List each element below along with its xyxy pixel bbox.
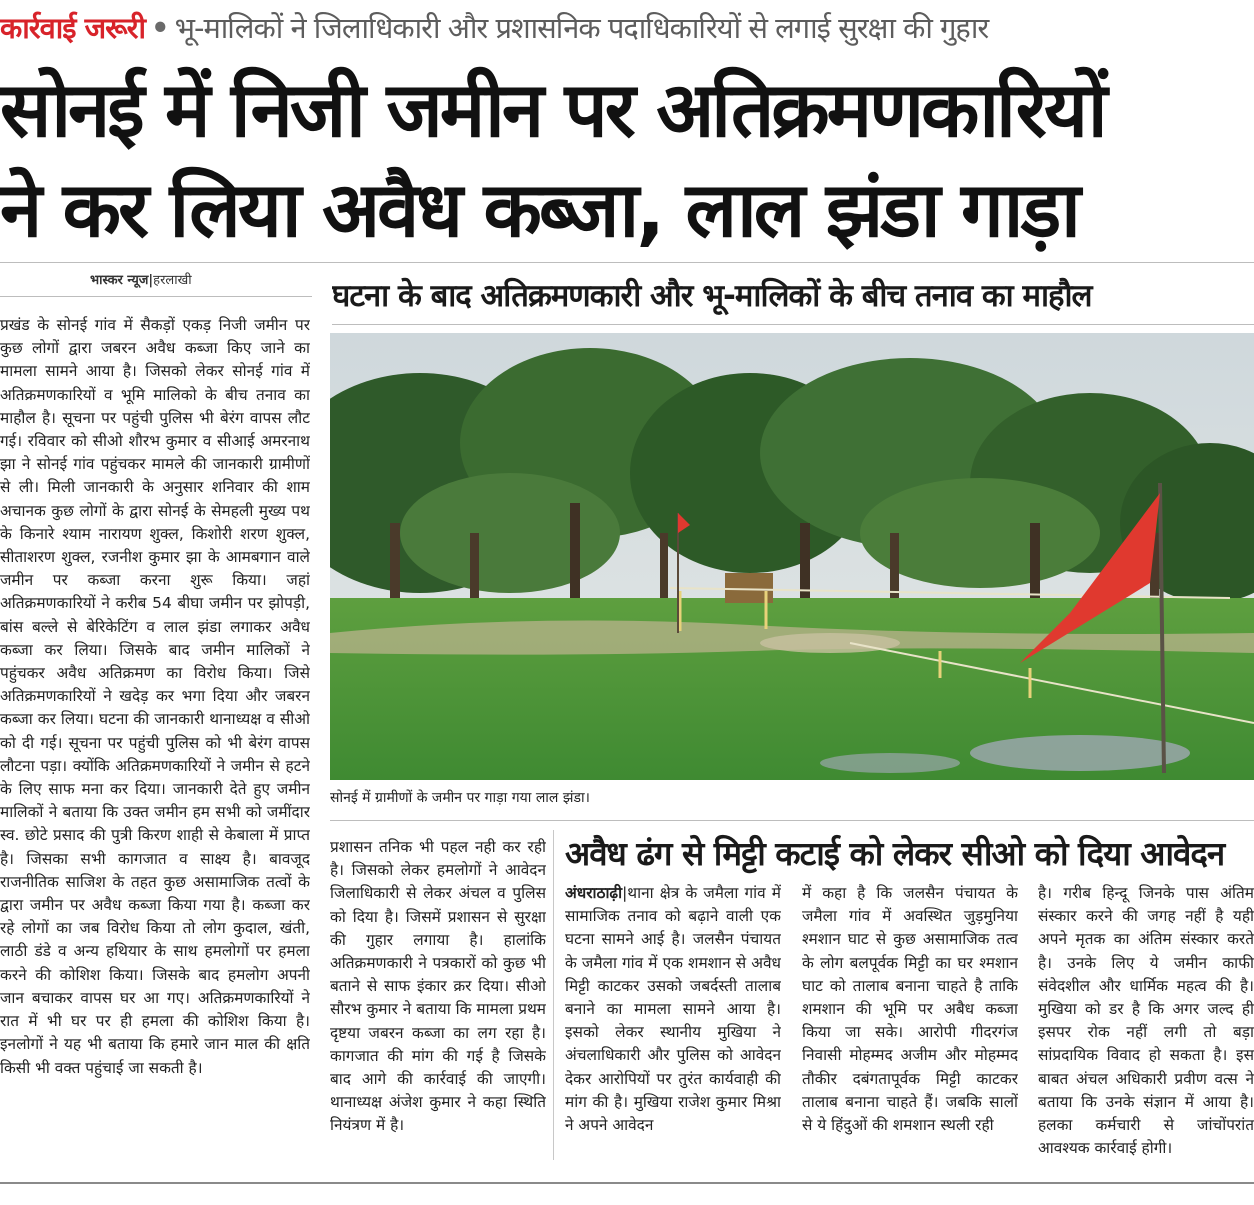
caption-rule xyxy=(330,820,1254,821)
story2-column-1 xyxy=(565,882,781,1162)
story2-dateline: अंधराठाढ़ी xyxy=(565,884,623,902)
story1-column-2: प्रशासन तनिक भी पहल नही कर रही है। जिसको लेकर हमलोगों ने आवेदन जिलाधिकारी से लेकर अंचल व पुलिस को दिया है। जिसमें प्रशासन से सुरक्षा की गुहार लगाया है। हालांकि अतिक्रमणकारी ने पत्रकारों को कुछ भी बताने से साफ इंकार क्रर दिया। सीओ सौरभ कुमार ने बताया कि मामला प्रथम दृष्टया जबरन कब्जा का लग रहा है। कागजात की मांग की गई है जिसके बाद आगे की कार्रवाई की जाएगी। थानाध्यक्ष अंजेश कुमार ने कहा स्थिति नियंत्रण में है। xyxy=(330,838,546,1135)
kicker-text: भू-मालिकों ने जिलाधिकारी और प्रशासनिक पदाधिकारियों से लगाई सुरक्षा की गुहार xyxy=(174,11,989,45)
byline xyxy=(90,270,192,288)
story2-column-1-text: थाना क्षेत्र के जमैला गांव में सामाजिक तनाव को बढ़ाने वाली एक घटना सामने आई है। जलसैन पंचायत के जमैला गांव में एक शमशान से अवैध मिट्टी काटकर उसको जबर्दस्ती तालाब बनाने का मामला सामने आया है। इसको लेकर स्थानीय मुखिया ने अंचलाधिकारी और पुलिस को आवेदन देकर आरोपियों पर तुरंत कार्यवाही की मांग की है। मुखिया राजेश कुमार मिश्रा ने अपने आवेदन xyxy=(565,884,781,1135)
kicker-line xyxy=(0,6,1254,50)
story1-column-1: प्रखंड के सोनई गांव में सैकड़ों एकड़ निजी जमीन पर कुछ लोगों द्वारा जबरन अवैध कब्जा किए जाने का मामला सामने आया है। जिसको लेकर सोनई गांव में अतिक्रमणकारियों व भूमि मालिको के बीच तनाव का माहौल है। सूचना पर पहुंची पुलिस भी बेरंग वापस लौट गई। रविवार को सीओ शौरभ कुमार व सीआई अमरनाथ झा ने सोनई गांव पहुंचकर मामले की जानकारी ग्रामीणों से ली। मिली जानकारी के अनुसार शनिवार की शाम अचानक कुछ लोगों के द्वारा सोनई के सेमहली मुख्य पथ के किनारे श्याम नारायण शुक्ल, किशोरी शरण शुक्ल, सीताशरण शुक्ल, रजनीश कुमार झा के आमबगान वाले जमीन पर कब्जा करना शुरू किया। जहां अतिक्रमणकारियों ने करीब 54 बीघा जमीन पर झोपड़ी, बांस बल्ले से बेरिकेटिंग व लाल झंडा लगाकर अवैध कब्जा कर लिया। जिसके बाद जमीन मालिकों ने पहुंचकर अवैध अतिक्रमण का विरोध किया। जिसे अतिक्रमणकारियों ने खदेड़ कर भगा दिया और जबरन कब्जा कर लिया। घटना की जानकारी थानाध्यक्ष व सीओ को दी गई। सूचना पर पहुंची पुलिस को भी बेरंग वापस लौटना पड़ा। क्योंकि अतिक्रमणकारियों ने जमीन से हटने के लिए साफ मना कर दिया। जानकारी देते हुए जमीन मालिकों ने बताया कि उक्त जमीन हम सभी को जमींदार स्व. छोटे प्रसाद की पुत्री किरण शाही से केबाला में प्राप्त है। जिसका सभी कागजात व साक्ष्य है। बावजूद राजनीतिक साजिश के तहत कुछ असामाजिक तत्वों के द्वारा जमीन पर अवैध कब्जा किया गया है। कब्जा कर रहे लोगों का जब विरोध किया तो लोग कुदाल, खंती, लाठी डंडे व अन्य हथियार के साथ हमलोगों पर हमला करने की कोशिश किया। जिसके बाद हमलोग अपनी जान बचाकर वापस घर आ गए। अतिक्रमणकारियों ने रात में भी घर पर ही हमला की कोशिश किया है। इनलोगों ने यह भी बताया कि हमारे जान माल की क्षति किसी भी वक्त पहुंचाई जा सकती है। xyxy=(0,316,310,1077)
kicker-separator: • xyxy=(151,11,169,45)
kicker-label: कार्रवाई जरूरी xyxy=(0,11,146,45)
byline-source: भास्कर न्यूज xyxy=(90,273,149,288)
headline-line-1: सोनई में निजी जमीन पर अतिक्रमणकारियों xyxy=(0,65,1105,154)
story2-column-2: में कहा है कि जलसैन पंचायत के जमैला गांव में अवस्थित जुड़मुनिया श्मशान घाट से कुछ असामाजिक तत्व के लोग बलपूर्वक मिट्टी का घर श्मशान घाट को तालाब बनाना चाहते है ताकि शमशान की भूमि पर अबैध कब्जा किया जा सके। आरोपी गीदरगंज निवासी मोहम्मद अजीम और मोहम्मद तौकीर दबंगतापूर्वक मिट्टी काटकर तालाब बनाना चाहते हैं। जबकि सालों से ये हिंदुओं की शमशान स्थली रही xyxy=(802,884,1018,1135)
byline-rule xyxy=(0,296,312,297)
field-flag-illustration xyxy=(330,333,1254,780)
story2-column-3: है। गरीब हिन्दू जिनके पास अंतिम संस्कार करने की जगह नहीं है यही अपने मृतक का अंतिम संस्कार करते है। उनके लिए ये जमीन काफी संवेदशील और धार्मिक महत्व की है। मुखिया को डर है कि अगर जल्द ही इसपर रोक नहीं लगी तो बड़ा सांप्रदायिक विवाद हो सकता है। इस बाबत अंचल अधिकारी प्रवीण वत्स ने बताया कि उनके संज्ञान में आया है। हलका कर्मचारी से जांचोंपरांत आवश्यक कार्रवाई होगी। xyxy=(1038,884,1254,1158)
byline-separator: | xyxy=(148,273,154,288)
photo-caption: सोनई में ग्रामीणों के जमीन पर गाड़ा गया लाल झंडा। xyxy=(330,790,590,806)
story2-dateline-separator: | xyxy=(622,884,628,902)
column-divider xyxy=(553,830,554,1160)
subhead: घटना के बाद अतिक्रमणकारी और भू-मालिकों के बीच तनाव का माहौल xyxy=(332,268,1254,325)
headline-rule xyxy=(0,262,1254,263)
byline-city: हरलाखी xyxy=(153,273,192,288)
story2-title: अवैध ढंग से मिट्टी कटाई को लेकर सीओ को दिया आवेदन xyxy=(565,834,1225,873)
news-photo xyxy=(330,333,1254,780)
headline-line-2: ने कर लिया अवैध कब्जा, लाल झंडा गाड़ा xyxy=(0,165,1078,254)
page-bottom-rule xyxy=(0,1182,1254,1184)
